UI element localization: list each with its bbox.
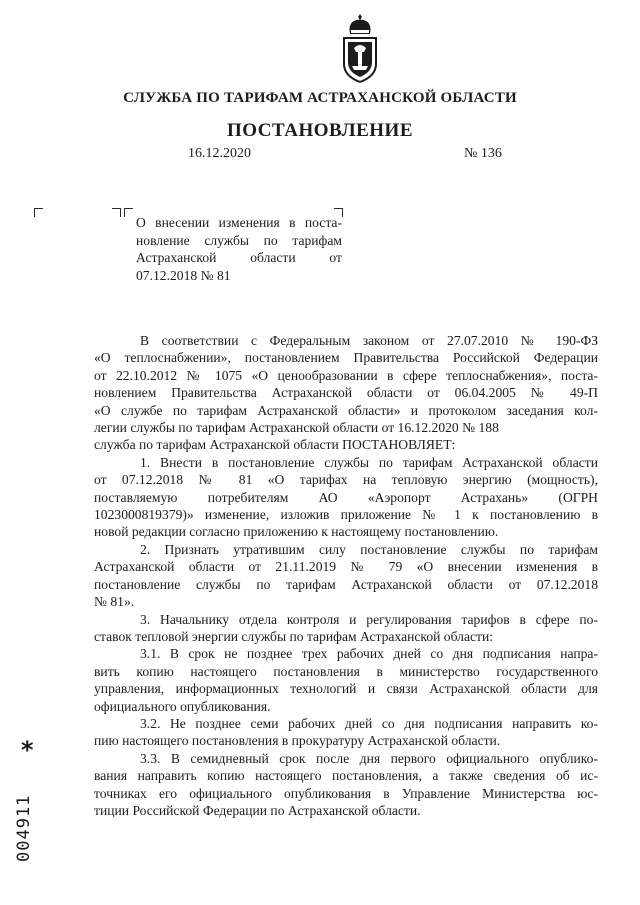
corner-mark [124, 208, 133, 217]
body-line: пию настоящего постановления в прокуратуру Астраханской области. [94, 733, 501, 749]
body-line: 3. Начальнику отдела контроля и регулирования тарифов в сфере по- [140, 611, 598, 627]
subject-line: 07.12.2018 № 81 [136, 267, 231, 283]
body-line: управления, информационных технологий и связи Астраханской области для [94, 681, 598, 697]
body-line: В соответствии с Федеральным законом от 27.07.2010 № 190-ФЗ [140, 333, 598, 348]
body-line: 3.3. В семидневный срок после дня первого официального опублико- [140, 750, 598, 766]
coat-of-arms-emblem [338, 12, 382, 86]
agency-name: СЛУЖБА ПО ТАРИФАМ АСТРАХАНСКОЙ ОБЛАСТИ [123, 90, 517, 106]
body-line: Астраханской области от 21.11.2019 № 79 «О внесении изменения в [94, 559, 598, 575]
body-line: «О службе по тарифам Астраханской области» и протоколом заседания кол- [94, 402, 598, 418]
document-body [94, 332, 598, 819]
serial-text: 004911 [14, 794, 34, 862]
body-line: вить копию настоящего постановления в министерство государственного [94, 663, 598, 679]
body-line: служба по тарифам Астраханской области ПОСТАНОВЛЯЕТ: [94, 437, 456, 453]
body-line: 1. Внести в постановление службы по тарифам Астраханской области [140, 454, 598, 470]
margin-star: * [21, 736, 34, 764]
body-line: точниках его официального опубликования в Управление Министерства юс- [94, 785, 598, 801]
body-line: ставок тепловой энергии службы по тарифам Астраханской области: [94, 628, 494, 644]
subject-line: Астраханской области от [136, 250, 342, 265]
body-line: от 07.12.2018 № 81 «О тарифах на тепловую энергию (мощность), [94, 472, 598, 488]
document-subject [136, 214, 342, 284]
body-line: вания направить копию настоящего постановления, а также сведения об ис- [94, 768, 598, 784]
body-line: 2. Признать утратившим силу постановление службы по тарифам [140, 541, 598, 557]
document-number: № 136 [464, 146, 502, 161]
body-line: постановление службы по тарифам Астраханской области от 07.12.2018 [94, 576, 598, 592]
body-line: «О теплоснабжении», постановлением Правительства Российской Федерации [94, 350, 598, 366]
body-line: официального опубликования. [94, 698, 271, 714]
body-line: новлением Правительства Астраханской области от 06.04.2005 № 49-П [94, 385, 598, 401]
subject-line: О внесении изменения в поста- [136, 215, 342, 230]
body-line: от 22.10.2012 № 1075 «О ценообразовании в сфере теплоснабжения», поста- [94, 367, 598, 383]
corner-mark [112, 208, 121, 217]
subject-line: новление службы по тарифам [136, 232, 342, 248]
document-date: 16.12.2020 [188, 146, 251, 161]
body-line: 3.1. В срок не позднее трех рабочих дней со дня подписания напра- [140, 646, 598, 662]
margin-serial-number [14, 752, 44, 862]
body-line: 1023000819379)» изменение, изложив приложение № 1 к постановлению в [94, 507, 598, 523]
body-line: 3.2. Не позднее семи рабочих дней со дня подписания направить ко- [140, 715, 598, 731]
body-line: поставляемую потребителям АО «Аэропорт Астрахань» (ОГРН [94, 489, 598, 505]
body-line: тиции Российской Федерации по Астраханской области. [94, 802, 421, 818]
body-line: № 81». [94, 594, 135, 610]
body-line: новой редакции согласно приложению к настоящему постановлению. [94, 524, 499, 540]
body-line: легии службы по тарифам Астраханской области от 16.12.2020 № 188 [94, 420, 499, 436]
document-type-title: ПОСТАНОВЛЕНИЕ [226, 120, 414, 141]
corner-mark [34, 208, 43, 217]
